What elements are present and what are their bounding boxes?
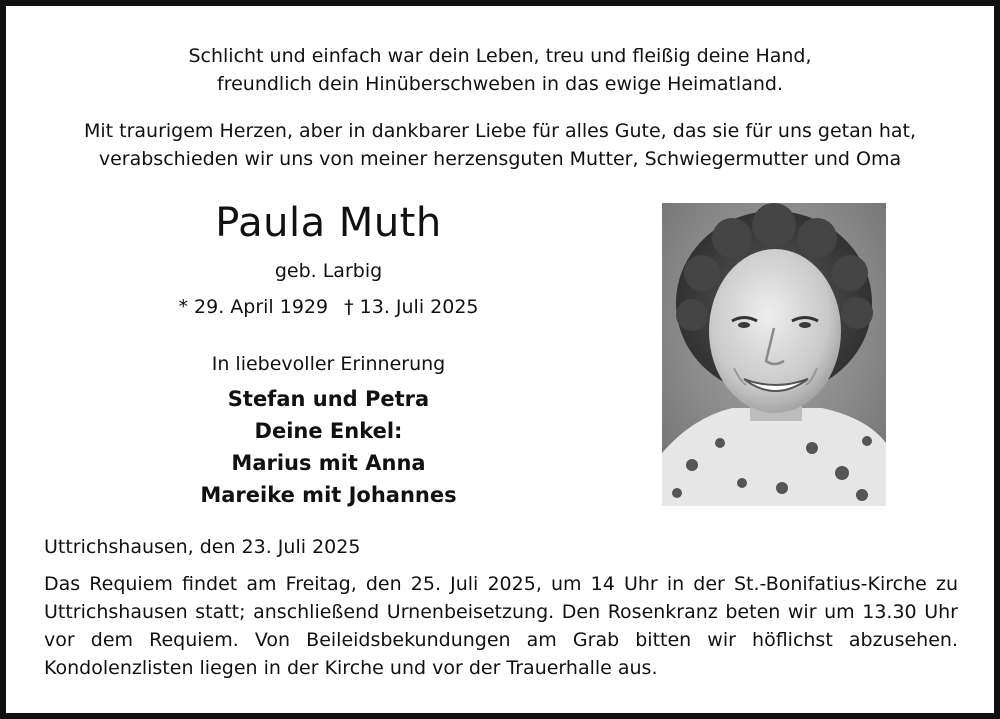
death-date: † 13. Juli 2025 [344,296,479,318]
mourner-line: Mareike mit Johannes [200,483,457,507]
birth-name: geb. Larbig [274,260,383,282]
poem-line-2: freundlich dein Hinüberschweben in das ewige Heimatland. [217,73,783,95]
requiem-notice: Das Requiem findet am Freitag, den 25. Juli 2025, um 14 Uhr in der St.-Bonifatius-Kirche zu Uttrichshausen statt; anschließend Urnenbeisetzung. Den Rosenkranz beten wir um 13.30 Uhr vor dem Requiem. Von Beileidsbekundungen am Grab bitten wir höflichst abzusehen. Kondolenzlisten liegen in der Kirche und vor der Trauerhalle aus. [44,573,958,679]
mourner-line: Stefan und Petra [227,387,430,411]
deceased-name: Paula Muth [215,200,442,246]
place-and-date: Uttrichshausen, den 23. Juli 2025 [44,536,361,558]
intro-line-1: Mit traurigem Herzen, aber in dankbarer Liebe für alles Gute, das sie für uns getan hat, [83,120,917,142]
memorial-poem [6,42,994,98]
birth-date: * 29. April 1929 [178,296,329,318]
life-dates [126,294,531,320]
mourners-list [126,383,531,511]
portrait-photo [662,203,886,506]
poem-line-1: Schlicht und einfach war dein Leben, treu und fleißig deine Hand, [188,45,812,67]
intro-text [6,117,994,173]
memory-line: In liebevoller Erinnerung [211,353,446,375]
intro-line-2: verabschieden wir uns von meiner herzensguten Mutter, Schwiegermutter und Oma [98,148,902,170]
mourner-line: Deine Enkel: [254,419,403,443]
mourner-line: Marius mit Anna [231,451,426,475]
